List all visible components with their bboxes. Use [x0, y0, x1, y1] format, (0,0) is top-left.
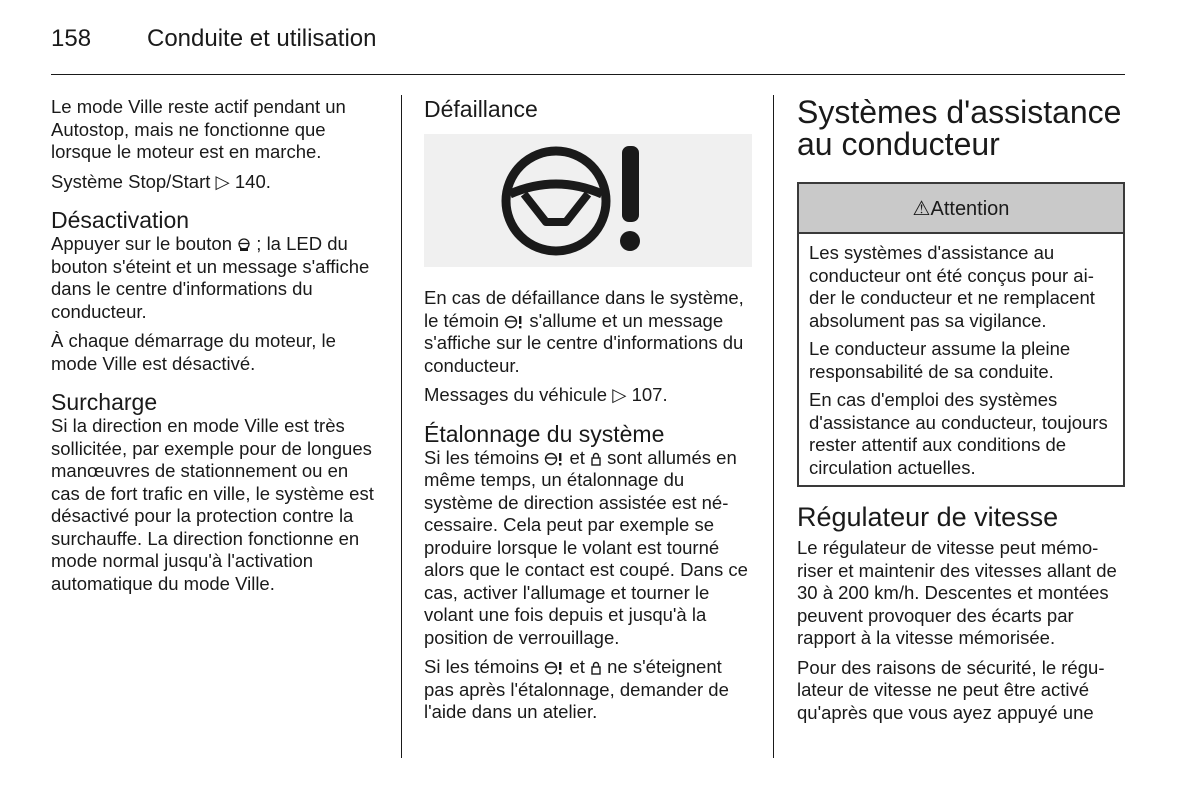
paragraph: Si les témoins et ne s'éteignent pas après l'étalonnage, demander de l'aide dans un atelier. — [424, 656, 729, 722]
heading-desactivation: Désactivation — [51, 207, 190, 233]
paragraph: En cas de défaillance dans le système, le témoin s'allume et un message s'affiche sur le centre d'informations du conducteur. — [424, 287, 744, 376]
warning-light-figure — [424, 134, 752, 267]
warning-triangle-icon: ⚠ — [912, 198, 931, 220]
paragraph: À chaque démarrage du moteur, le mode Ville est désactivé. — [51, 330, 336, 374]
paragraph: Si les témoins et sont allumés en même temps, un étalonnage du système de direction assistée est nécessaire. Cela peut par exemple se produire lorsque le volant est tourné alors que le contact est coupé. Dans ce cas, activer l'allumage et tourner le volant une fois depuis et jusqu'à la position de verrouillage. — [424, 446, 748, 648]
page-header — [51, 25, 376, 53]
arrow-icon: ▷ — [215, 170, 230, 192]
paragraph: Les systèmes d'assistance au conducteur ont été conçus pour aider le conducteur et ne remplacent absolument pas sa vigilance. — [809, 242, 1095, 331]
header-rule — [51, 74, 1125, 75]
heading-etalonnage: Étalonnage du système — [424, 420, 665, 447]
steering-lock-icon — [590, 661, 602, 675]
section-title: Conduite et utilisation — [147, 25, 377, 52]
steering-warning-small-icon — [544, 661, 564, 675]
paragraph: Pour des raisons de sécurité, le régulateur de vitesse ne peut être activé qu'après que vous ayez appuyé une — [797, 656, 1105, 723]
attention-header — [799, 184, 1123, 234]
cross-reference: Système Stop/Start ▷ 140. — [51, 170, 271, 192]
paragraph: Le mode Ville reste actif pendant un Autostop, mais ne fonctionne que lorsque le moteur est en marche. — [51, 96, 346, 162]
paragraph: Si la direction en mode Ville est très sollicitée, par exemple pour de longues manœuvres de stationnement ou en cas de fort trafic en ville, le système est désactivé pour la protection contre la surchauffe. La direction fonctionne en mode normal jusqu'à l'activation automatique du mode Ville. — [51, 415, 374, 594]
steering-warning-icon — [424, 134, 752, 267]
attention-body — [799, 234, 1123, 479]
heading-systemes-assistance: Systèmes d'assistance au conducteur — [797, 94, 1122, 162]
heading-surcharge: Surcharge — [51, 389, 158, 415]
attention-label: Attention — [930, 198, 1010, 220]
page-number: 158 — [51, 25, 92, 52]
cross-reference: Messages du véhicule ▷ 107. — [424, 384, 668, 405]
attention-box — [797, 182, 1125, 487]
column-3 — [797, 96, 1125, 731]
page-reference-link[interactable]: ▷ 107. — [612, 384, 668, 405]
arrow-icon: ▷ — [612, 384, 627, 405]
page-reference-link[interactable]: ▷ 140. — [215, 170, 271, 192]
paragraph: Le régulateur de vitesse peut mémoriser et maintenir des vitesses allant de 30 à 200 km/h. Descentes et montées peuvent provoquer des écarts par rapport à la vitesse mémorisée. — [797, 537, 1117, 648]
column-2 — [424, 96, 756, 731]
column-divider-2 — [773, 95, 774, 758]
steering-warning-small-icon — [504, 315, 524, 329]
column-divider-1 — [401, 95, 402, 758]
heading-regulateur: Régulateur de vitesse — [797, 502, 1059, 532]
paragraph: Appuyer sur le bouton ; la LED du bouton s'éteint et un message s'affiche dans le centre d'informations du conducteur. — [51, 233, 370, 322]
steering-lock-icon — [590, 452, 602, 466]
steering-warning-small-icon — [544, 452, 564, 466]
steering-mode-button-icon — [237, 238, 251, 252]
heading-defaillance: Défaillance — [424, 96, 538, 122]
paragraph: Le conducteur assume la pleine responsabilité de sa conduite. — [809, 338, 1071, 382]
column-1 — [51, 96, 377, 602]
paragraph: En cas d'emploi des systèmes d'assistance au conducteur, toujours rester attentif aux conditions de circulation actuelles. — [809, 389, 1108, 478]
